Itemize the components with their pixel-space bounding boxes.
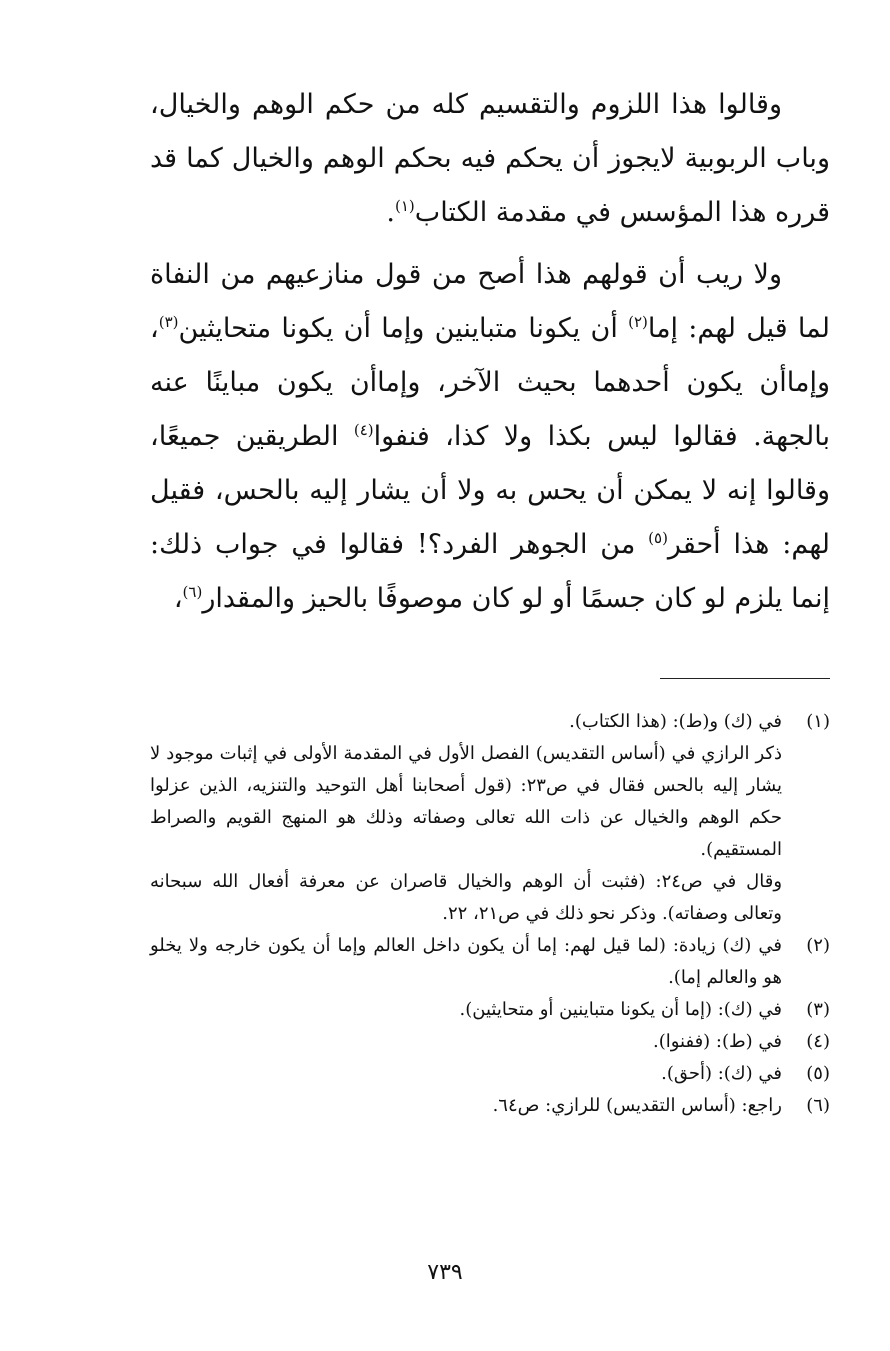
paragraph-1-text: وقالوا هذا اللزوم والتقسيم كله من حكم الوهم والخيال، وباب الربوبية لايجوز أن يحكم فيه بحكم الوهم والخيال كما قد قرره هذا المؤسس في مقدمة الكتاب xyxy=(150,89,830,228)
footnote-4 xyxy=(150,1026,830,1058)
footnote-divider xyxy=(660,678,830,679)
paragraph-2-text-b: أن يكونا متباينين وإما أن يكونا متحايثين xyxy=(178,313,629,344)
footnote-body xyxy=(150,1026,782,1058)
paragraph-2-text-e: من الجوهر الفرد؟! فقالوا في جواب ذلك: إنما يلزم لو كان جسمًا أو لو كان موصوفًا بالحيز والمقدار xyxy=(150,529,830,614)
footnote-number: (١) xyxy=(806,711,830,732)
paragraph-2 xyxy=(150,248,830,626)
footnote-body xyxy=(150,1058,782,1090)
footnote-number: (٦) xyxy=(806,1095,830,1116)
paragraph-2-text-c: ، وإماأن يكون أحدهما بحيث الآخر، وإماأن يكون مباينًا عنه بالجهة. فقالوا ليس بكذا ولا كذا، فنفوا xyxy=(150,313,830,452)
footnote-line: في (ك) زيادة: (لما قيل لهم: إما أن يكون داخل العالم وإما أن يكون خارجه ولا يخلو هو والعالم إما). xyxy=(150,935,782,988)
footnote-line: في (ط): (ففنوا). xyxy=(652,1031,782,1052)
footnote-line: في (ك): (إما أن يكونا متباينين أو متحايثين). xyxy=(459,999,782,1020)
paragraph-2-text-d: الطريقين جميعًا، وقالوا إنه لا يمكن أن يحس به ولا أن يشار إليه بالحس، فقيل لهم: هذا أحقر xyxy=(150,421,830,560)
footnote-line: راجع: (أساس التقديس) للرازي: ص٦٤. xyxy=(492,1095,782,1116)
footnote-6 xyxy=(150,1090,830,1122)
footnote-body xyxy=(150,994,782,1026)
footnote-ref-4[interactable]: (٤) xyxy=(353,421,374,439)
paragraph-2-text-f: ، xyxy=(173,583,183,614)
footnote-line: في (ك): (أحق). xyxy=(661,1063,782,1084)
document-page xyxy=(150,78,830,634)
footnote-line: في (ك) و(ط): (هذا الكتاب). xyxy=(569,711,782,732)
page-number: ٧٣٩ xyxy=(427,1260,463,1285)
main-text xyxy=(150,78,830,626)
footnote-body xyxy=(150,930,782,994)
footnote-ref-1[interactable]: (١) xyxy=(395,197,415,215)
footnote-number: (٣) xyxy=(806,999,830,1020)
footnote-ref-3[interactable]: (٣) xyxy=(158,313,179,331)
footnote-body xyxy=(150,1090,782,1122)
footnote-ref-2[interactable]: (٢) xyxy=(628,313,648,331)
footnote-line: وقال في ص٢٤: (فثبت أن الوهم والخيال قاصران عن معرفة أفعال الله سبحانه وتعالى وصفاته). وذكر نحو ذلك في ص٢١، ٢٢. xyxy=(150,871,783,924)
footnote-2 xyxy=(150,930,830,994)
footnote-1 xyxy=(150,706,830,930)
footnote-ref-6[interactable]: (٦) xyxy=(182,583,203,601)
paragraph-1-end: . xyxy=(386,197,395,228)
footnote-number: (٤) xyxy=(806,1031,830,1052)
paragraph-2-text-a: ولا ريب أن قولهم هذا أصح من قول منازعيهم من النفاة لما قيل لهم: إما xyxy=(150,259,830,344)
footnote-3 xyxy=(150,994,830,1026)
footnote-number: (٥) xyxy=(806,1063,830,1084)
footnote-ref-5[interactable]: (٥) xyxy=(648,529,668,547)
footnote-number: (٢) xyxy=(806,935,830,956)
footnote-body xyxy=(150,706,782,930)
footnote-line: ذكر الرازي في (أساس التقديس) الفصل الأول في المقدمة الأولى في إثبات موجود لا يشار إليه بالحس فقال في ص٢٣: (قول أصحابنا أهل التوحيد والتنزيه، الذين عزلوا حكم الوهم والخيال عن ذات الله تعالى وصفاته وذلك هو المنهج القويم والصراط المستقيم). xyxy=(150,743,783,860)
footnotes xyxy=(150,706,830,1122)
footnote-5 xyxy=(150,1058,830,1090)
paragraph-1 xyxy=(150,78,830,240)
